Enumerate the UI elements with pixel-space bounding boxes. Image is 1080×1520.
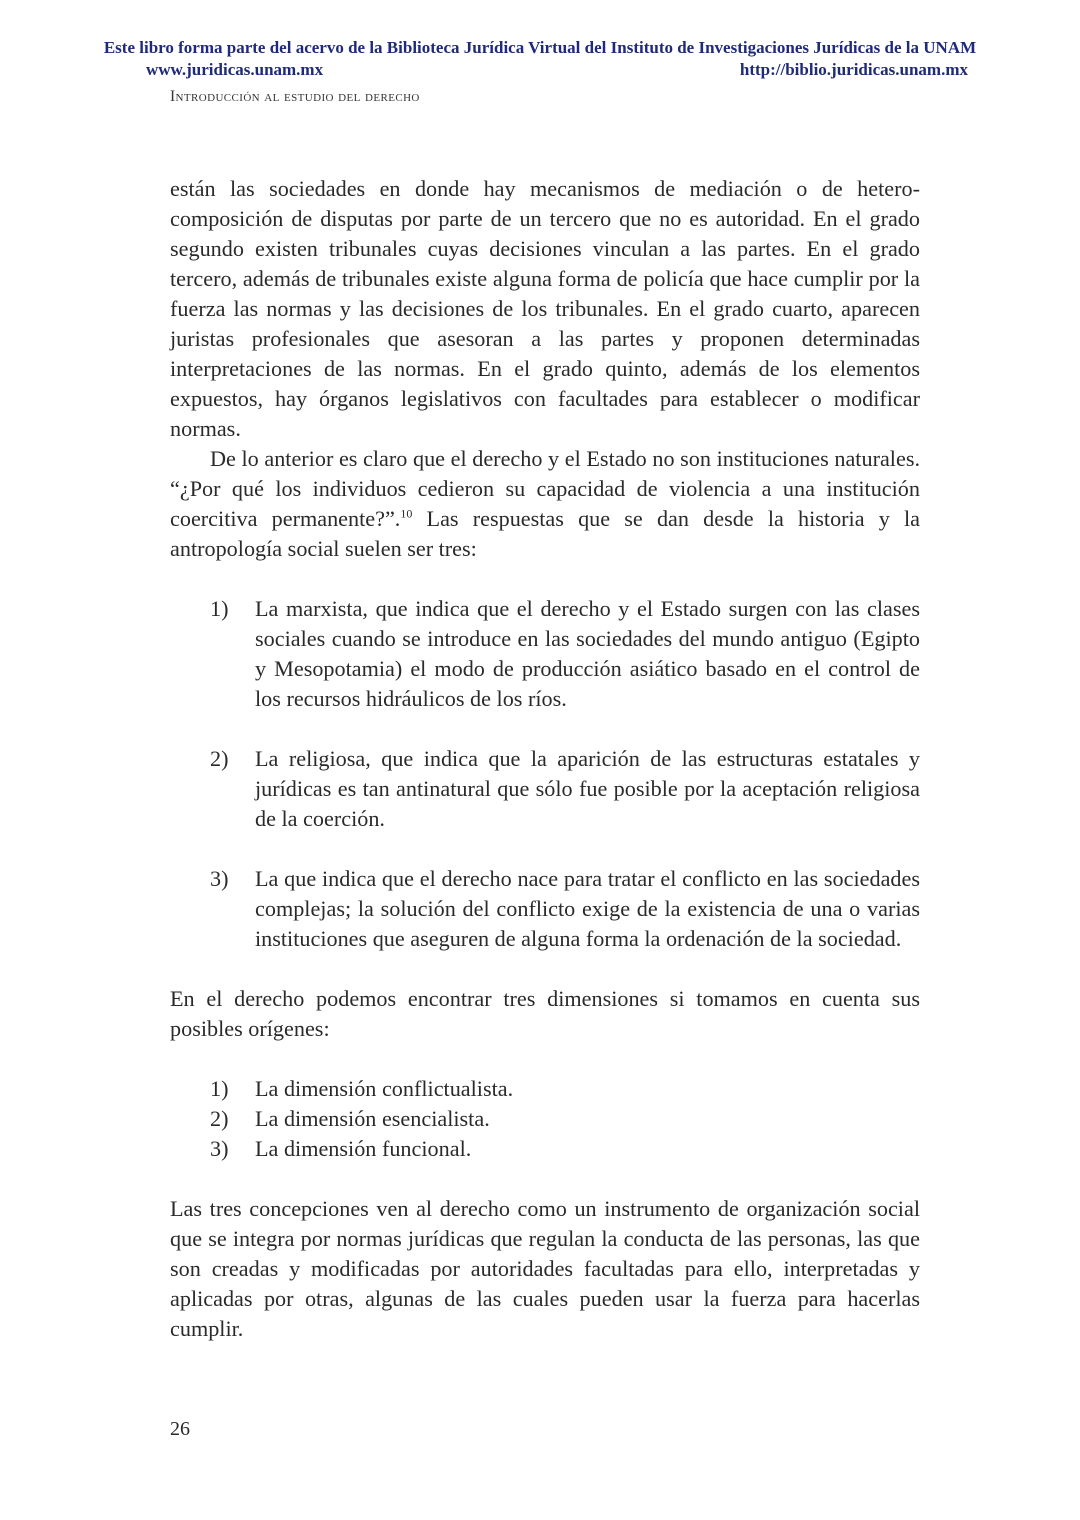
list-item xyxy=(170,1134,920,1164)
banner-notice: Este libro forma parte del acervo de la Biblioteca Jurídica Virtual del Instituto de Investigaciones Jurídicas de la UNAM xyxy=(103,38,977,57)
list-number: 2) xyxy=(210,1106,229,1131)
list-text: La religiosa, que indica que la aparición de las estructuras estatales y jurídicas es tan antinatural que sólo fue posible por la aceptación religiosa de la coerción. xyxy=(255,746,920,831)
paragraph-2-text: De lo anterior es claro que el derecho y el Estado no son instituciones naturales. “¿Por qué los individuos cedieron su capacidad de violencia a una institución coercitiva permanente?”. xyxy=(170,446,920,531)
banner-url-left[interactable]: www.juridicas.unam.mx xyxy=(146,60,324,79)
list-text: La dimensión conflictualista. xyxy=(255,1076,514,1101)
list-number: 3) xyxy=(210,866,229,891)
list-number: 1) xyxy=(210,596,229,621)
list-item xyxy=(170,1074,920,1104)
page-body xyxy=(170,174,920,1344)
list-number: 3) xyxy=(210,1136,229,1161)
paragraph-4: Las tres concepciones ven al derecho como un instrumento de organización social que se integra por normas jurídicas que regulan la conducta de las personas, las que son creadas y modificadas por autoridades facultadas para ello, interpretadas y aplicadas por otras, algunas de las cuales pueden usar la fuerza para hacerlas cumplir. xyxy=(170,1196,920,1341)
running-head: Introducción al estudio del derecho xyxy=(170,88,420,105)
list-text: La dimensión funcional. xyxy=(255,1136,472,1161)
list-text: La marxista, que indica que el derecho y el Estado surgen con las clases sociales cuando se introduce en las sociedades del mundo antiguo (Egipto y Mesopotamia) el modo de producción asiático basado en el control de los recursos hidráulicos de los ríos. xyxy=(255,596,920,711)
paragraph-3: En el derecho podemos encontrar tres dimensiones si tomamos en cuenta sus posibles orígenes: xyxy=(170,986,920,1041)
paragraph-1: están las sociedades en donde hay mecanismos de mediación o de hetero-composición de disputas por parte de un tercero que no es autoridad. En el grado segundo existen tribunales cuyas decisiones vinculan a las partes. En el grado tercero, además de tribunales existe alguna forma de policía que hace cumplir por la fuerza las normas y las decisiones de los tribunales. En el grado cuarto, aparecen juristas profesionales que asesoran a las partes y proponen determinadas interpretaciones de las normas. En el grado quinto, además de los elementos expuestos, hay órganos legislativos con facultades para establecer o modificar normas. xyxy=(170,176,920,441)
library-banner xyxy=(0,38,1080,80)
list-number: 2) xyxy=(210,746,229,771)
banner-urls xyxy=(0,60,1080,80)
paragraph-2-text-cont: Las respuestas que se dan desde la historia y la antropología social suelen ser tres: xyxy=(170,506,920,561)
paragraph-2 xyxy=(170,444,920,564)
banner-url-right[interactable]: http://biblio.juridicas.unam.mx xyxy=(739,60,968,79)
list-text: La que indica que el derecho nace para tratar el conflicto en las sociedades complejas; la solución del conflicto exige de la existencia de una o varias instituciones que aseguren de alguna forma la ordenación de la sociedad. xyxy=(255,866,920,951)
list-item xyxy=(170,594,920,714)
dimensions-list xyxy=(170,1074,920,1164)
list-item xyxy=(170,1104,920,1134)
list-item xyxy=(170,864,920,954)
footnote-ref[interactable]: 10 xyxy=(400,506,413,521)
list-text: La dimensión esencialista. xyxy=(255,1106,490,1131)
page-number: 26 xyxy=(170,1418,190,1440)
list-item xyxy=(170,744,920,834)
origins-list xyxy=(170,594,920,954)
list-number: 1) xyxy=(210,1076,229,1101)
